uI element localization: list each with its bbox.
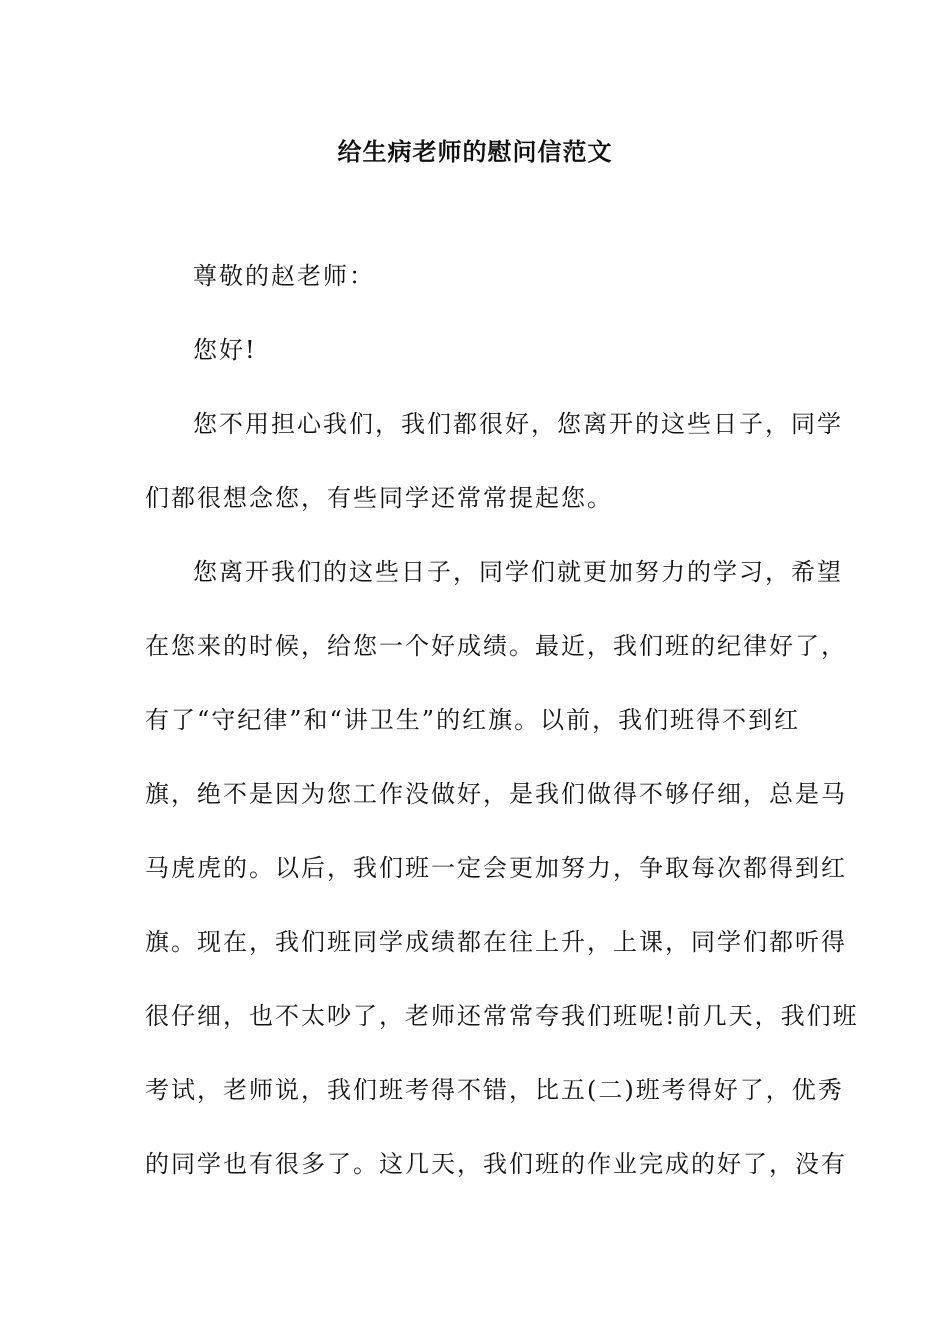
paragraph-line: 考试，老师说，我们班考得不错，比五(二)班考得好了，优秀 xyxy=(145,1076,844,1104)
paragraph-line: 很仔细，也不太吵了，老师还常常夸我们班呢!前几天，我们班 xyxy=(145,1002,859,1030)
greeting-line: 您好! xyxy=(193,336,257,364)
letter-body xyxy=(145,258,859,1220)
paragraph-line: 们都很想念您，有些同学还常常提起您。 xyxy=(145,484,613,512)
paragraph-line: 的同学也有很多了。这几天，我们班的作业完成的好了，没有 xyxy=(145,1150,847,1178)
salutation-line: 尊敬的赵老师： xyxy=(193,262,375,290)
document-title: 给生病老师的慰问信范文 xyxy=(337,137,613,166)
paragraph-line: 在您来的时候，给您一个好成绩。最近，我们班的纪律好了， xyxy=(145,632,847,660)
paragraph-line: 旗。现在，我们班同学成绩都在往上升，上课，同学们都听得 xyxy=(145,928,847,956)
paragraph-line: 有了“守纪律”和“讲卫生”的红旗。以前，我们班得不到红 xyxy=(145,706,801,734)
paragraph-line: 旗，绝不是因为您工作没做好，是我们做得不够仔细，总是马 xyxy=(145,780,847,808)
paragraph-line: 您不用担心我们，我们都很好，您离开的这些日子，同学 xyxy=(193,410,843,438)
paragraph-line: 您离开我们的这些日子，同学们就更加努力的学习，希望 xyxy=(193,558,843,586)
paragraph-line: 马虎虎的。以后，我们班一定会更加努力，争取每次都得到红 xyxy=(145,854,847,882)
